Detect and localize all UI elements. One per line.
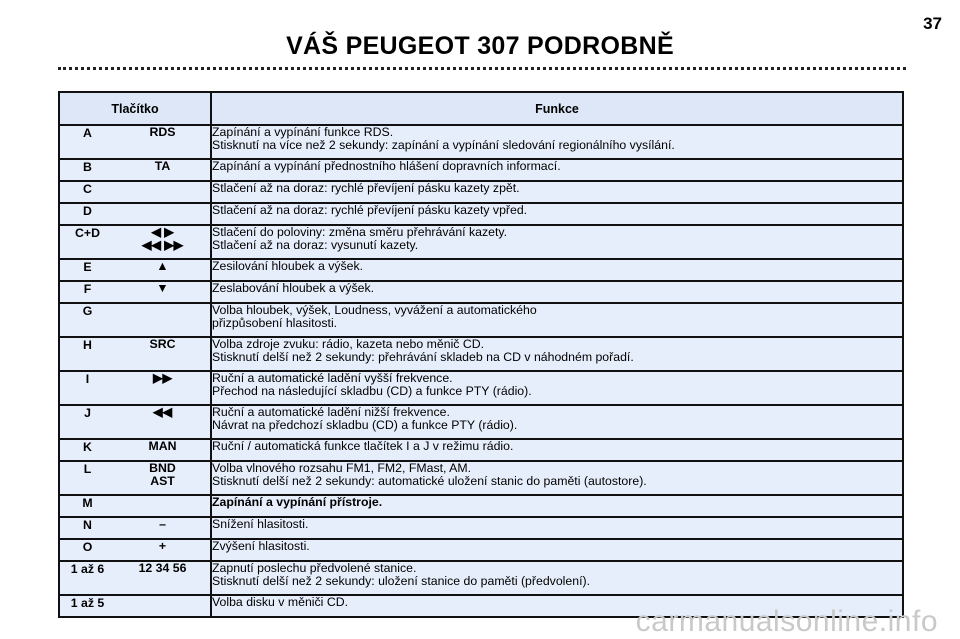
function-line: Zapínání a vypínání přednostního hlášení dopravních informací. [212,159,561,173]
row-key: I [59,371,115,405]
row-key: C+D [59,225,115,259]
symbol-line: AST [150,474,175,488]
table-row [59,517,903,539]
row-function [211,405,903,439]
row-symbol [115,159,211,181]
watermark: carmanualsonline.info [635,605,938,638]
row-symbol [115,181,211,203]
row-key: G [59,303,115,337]
table-row [59,259,903,281]
row-key: 1 až 5 [59,595,115,617]
function-line: Ruční a automatické ladění nižší frekvence. [212,405,450,419]
header-function: Funkce [211,92,903,125]
row-key: K [59,439,115,461]
function-table [58,91,904,618]
table-row [59,495,903,517]
row-function [211,125,903,159]
function-line: Zvýšení hlasitosti. [212,539,310,553]
row-function [211,159,903,181]
function-line: Stisknutí na více než 2 sekundy: zapínání a vypínání sledování regionálního vysílání. [212,138,675,152]
row-symbol [115,337,211,371]
function-line: Stlačení až na doraz: rychlé převíjení pásku kazety zpět. [212,181,520,195]
row-function [211,439,903,461]
function-line: Stlačení do poloviny: změna směru přehrávání kazety. [212,225,508,239]
row-function [211,203,903,225]
function-line: Volba hloubek, výšek, Loudness, vyvážení a automatického [212,303,537,317]
row-symbol [115,439,211,461]
dotted-divider [58,67,906,70]
function-line: Přechod na následující skladbu (CD) a funkce PTY (rádio). [212,384,532,398]
symbol-line: – [159,517,166,531]
function-line: Návrat na předchozí skladbu (CD) a funkce PTY (rádio). [212,418,518,432]
page-number: 37 [923,14,942,33]
table-row [59,125,903,159]
row-key: 1 až 6 [59,561,115,595]
table-row [59,405,903,439]
row-symbol [115,517,211,539]
row-function [211,371,903,405]
row-symbol [115,539,211,561]
row-function [211,303,903,337]
symbol-line: + [158,539,167,553]
table-row [59,203,903,225]
table-row [59,539,903,561]
row-symbol [115,461,211,495]
function-line: Zapínání a vypínání funkce RDS. [212,125,394,139]
row-function [211,281,903,303]
row-key: L [59,461,115,495]
function-line: Stisknutí delší než 2 sekundy: uložení stanice do paměti (předvolení). [212,574,590,588]
row-function [211,495,903,517]
table-row [59,159,903,181]
function-line: Stlačení až na doraz: rychlé převíjení pásku kazety vpřed. [212,203,528,217]
row-function [211,539,903,561]
function-line: Zapínání a vypínání přístroje. [212,495,383,509]
row-key: F [59,281,115,303]
header-button: Tlačítko [59,92,211,125]
row-function [211,259,903,281]
row-symbol [115,259,211,281]
row-symbol [115,405,211,439]
row-key: O [59,539,115,561]
row-symbol [115,125,211,159]
symbol-line: ▼ [156,281,169,295]
row-key: H [59,337,115,371]
row-function [211,517,903,539]
row-function [211,461,903,495]
table-row [59,303,903,337]
table-row [59,371,903,405]
page-title: VÁŠ PEUGEOT 307 PODROBNĚ [286,32,674,60]
symbol-line: ▶▶ [153,371,172,385]
function-line: Zapnutí poslechu předvolené stanice. [212,561,417,575]
function-line: Ruční / automatická funkce tlačítek I a J v režimu rádio. [212,439,514,453]
table-row [59,181,903,203]
table-row [59,281,903,303]
table-row [59,225,903,259]
function-line: Volba zdroje zvuku: rádio, kazeta nebo měnič CD. [212,337,485,351]
symbol-line: 12 34 56 [138,561,187,575]
row-key: D [59,203,115,225]
row-function [211,561,903,595]
function-line: Volba disku v měniči CD. [212,595,349,609]
function-line: Stisknutí delší než 2 sekundy: automatické uložení stanic do paměti (autostore). [212,474,647,488]
row-symbol [115,225,211,259]
row-key: E [59,259,115,281]
row-function [211,225,903,259]
symbol-line: SRC [149,337,176,351]
symbol-line: ◀ ▶ [151,225,174,239]
row-key: A [59,125,115,159]
table-body [59,125,903,617]
symbol-line: TA [154,159,171,173]
table-row [59,439,903,461]
row-function [211,181,903,203]
symbol-line: ◀◀ [153,405,172,419]
row-symbol [115,281,211,303]
table-row [59,337,903,371]
row-symbol [115,371,211,405]
row-key: C [59,181,115,203]
symbol-line: MAN [148,439,177,453]
function-line: Snížení hlasitosti. [212,517,309,531]
row-key: M [59,495,115,517]
row-function [211,337,903,371]
function-line: Stlačení až na doraz: vysunutí kazety. [212,238,419,252]
symbol-line: ◀◀ ▶▶ [141,238,184,252]
row-key: B [59,159,115,181]
row-symbol [115,561,211,595]
row-symbol [115,495,211,517]
row-symbol [115,203,211,225]
function-line: Zesilování hloubek a výšek. [212,259,364,273]
row-symbol [115,303,211,337]
row-key: N [59,517,115,539]
function-line: Ruční a automatické ladění vyšší frekvence. [212,371,453,385]
symbol-line: RDS [149,125,176,139]
row-symbol [115,595,211,617]
function-line: Volba vlnového rozsahu FM1, FM2, FMast, AM. [212,461,472,475]
symbol-line: BND [149,461,176,475]
function-line: přizpůsobení hlasitosti. [212,316,338,330]
function-line: Zeslabování hloubek a výšek. [212,281,375,295]
function-line: Stisknutí delší než 2 sekundy: přehrávání skladeb na CD v náhodném pořadí. [212,350,634,364]
table-row [59,561,903,595]
row-key: J [59,405,115,439]
table-row [59,461,903,495]
symbol-line: ▲ [156,259,169,273]
